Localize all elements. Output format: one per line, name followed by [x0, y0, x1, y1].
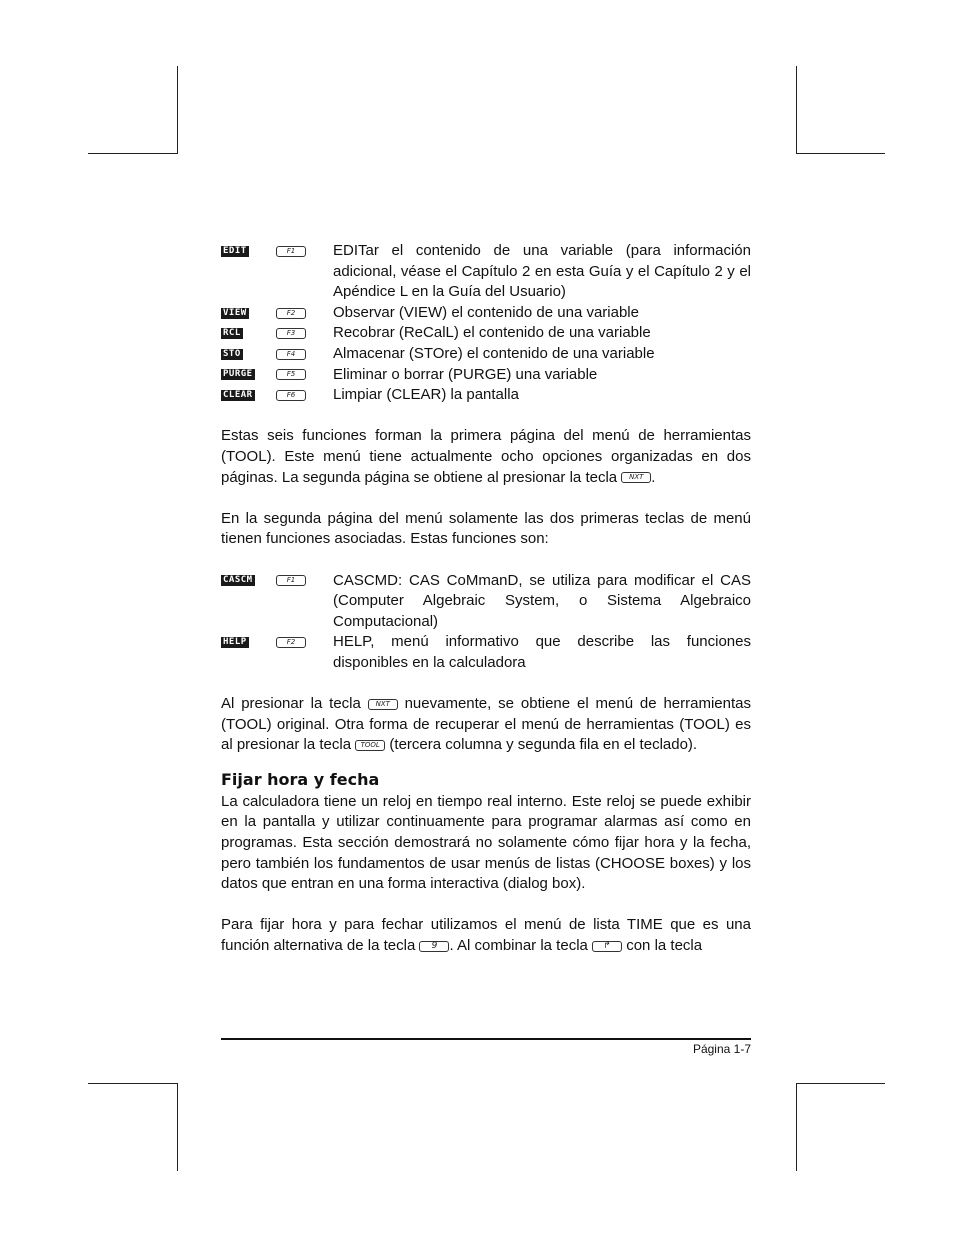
- menu-row: [221, 241, 751, 303]
- paragraph-nxt-again: Al presionar la tecla NXT nuevamente, se obtiene el menú de herramientas (TOOL) original. Otra forma de recuperar el menú de herramientas (TOOL) es al presionar la tecla TOOL (tercera columna y segunda fila en el teclado).: [221, 695, 752, 754]
- menu-row: [221, 571, 751, 633]
- tool-menu-page-1: [221, 241, 751, 406]
- softkey-clear: CLEAR: [223, 389, 253, 400]
- menu-row: [221, 303, 751, 324]
- f3-key-icon: F3: [276, 328, 306, 339]
- nxt-key-icon: NXT: [621, 472, 651, 483]
- f1-key-icon: F1: [276, 246, 306, 257]
- softkey-purge: PURGE: [223, 369, 253, 380]
- menu-description: Limpiar (CLEAR) la pantalla: [333, 386, 519, 404]
- footer-rule: [221, 1038, 751, 1040]
- f6-key-icon: F6: [276, 390, 306, 401]
- right-shift-key-icon: ↱: [592, 941, 622, 952]
- f4-key-icon: F4: [276, 349, 306, 360]
- softkey-edit: EDIT: [223, 245, 247, 256]
- f1-key-icon: F1: [276, 575, 306, 586]
- paragraph-time-menu: Para fijar hora y para fechar utilizamos el menú de lista TIME que es una función alternativa de la tecla 9 . Al combinar la tecla ↱ con la tecla: [221, 916, 751, 954]
- menu-row: [221, 365, 751, 386]
- menu-row: [221, 385, 751, 406]
- f2-key-icon: F2: [276, 308, 306, 319]
- menu-row: [221, 632, 751, 673]
- crop-mark: [88, 153, 177, 154]
- menu-description: Observar (VIEW) el contenido de una variable: [333, 303, 639, 321]
- menu-description: Almacenar (STOre) el contenido de una variable: [333, 344, 655, 362]
- crop-mark: [796, 66, 797, 154]
- softkey-sto: STO: [223, 348, 241, 359]
- paragraph-clock: La calculadora tiene un reloj en tiempo real interno. Este reloj se puede exhibir en la pantalla y utilizar continuamente para programar alarmas así como en programas. Esta sección demostrará no solamente cómo fijar hora y la fecha, pero también los fundamentos de usar menús de listas (CHOOSE boxes) y los datos que entran en una forma interactiva (dialog box).: [221, 792, 751, 893]
- crop-mark: [177, 1083, 178, 1171]
- menu-description: EDITar el contenido de una variable (para información adicional, véase el Capítulo 2 en esta Guía y el Capítulo 2 y el Apéndice L en la Guía del Usuario): [333, 242, 751, 301]
- crop-mark: [796, 1083, 885, 1084]
- page-content: [221, 241, 751, 957]
- crop-mark: [796, 1083, 797, 1171]
- softkey-help: HELP: [223, 637, 247, 648]
- crop-mark: [88, 1083, 177, 1084]
- softkey-view: VIEW: [223, 307, 247, 318]
- menu-row: [221, 323, 751, 344]
- paragraph-second-page: En la segunda página del menú solamente las dos primeras teclas de menú tienen funciones asociadas. Estas funciones son:: [221, 509, 751, 548]
- crop-mark: [177, 66, 178, 154]
- menu-description: HELP, menú informativo que describe las funciones disponibles en la calculadora: [333, 633, 751, 671]
- softkey-cascmd: CASCM: [223, 575, 253, 586]
- page-number: Página 1-7: [692, 1042, 751, 1056]
- menu-row: [221, 344, 751, 365]
- tool-key-icon: TOOL: [355, 740, 385, 751]
- nxt-key-icon: NXT: [368, 699, 398, 710]
- tool-menu-page-2: [221, 571, 751, 674]
- section-title: Fijar hora y fecha: [221, 769, 380, 789]
- menu-description: Recobrar (ReCalL) el contenido de una variable: [333, 324, 651, 342]
- nine-key-icon: 9: [419, 941, 449, 952]
- crop-mark: [796, 153, 885, 154]
- f5-key-icon: F5: [276, 369, 306, 380]
- menu-description: CASCMD: CAS CoMmanD, se utiliza para modificar el CAS (Computer Algebraic System, o Sistema Algebraico Computacional): [333, 571, 751, 630]
- softkey-rcl: RCL: [223, 328, 241, 339]
- menu-description: Eliminar o borrar (PURGE) una variable: [333, 365, 598, 383]
- f2-key-icon: F2: [276, 637, 306, 648]
- paragraph-tool-menu: Estas seis funciones forman la primera página del menú de herramientas (TOOL). Este menú tiene actualmente ocho opciones organizadas en dos páginas. La segunda página se obtiene al presionar la tecla NXT .: [221, 427, 751, 486]
